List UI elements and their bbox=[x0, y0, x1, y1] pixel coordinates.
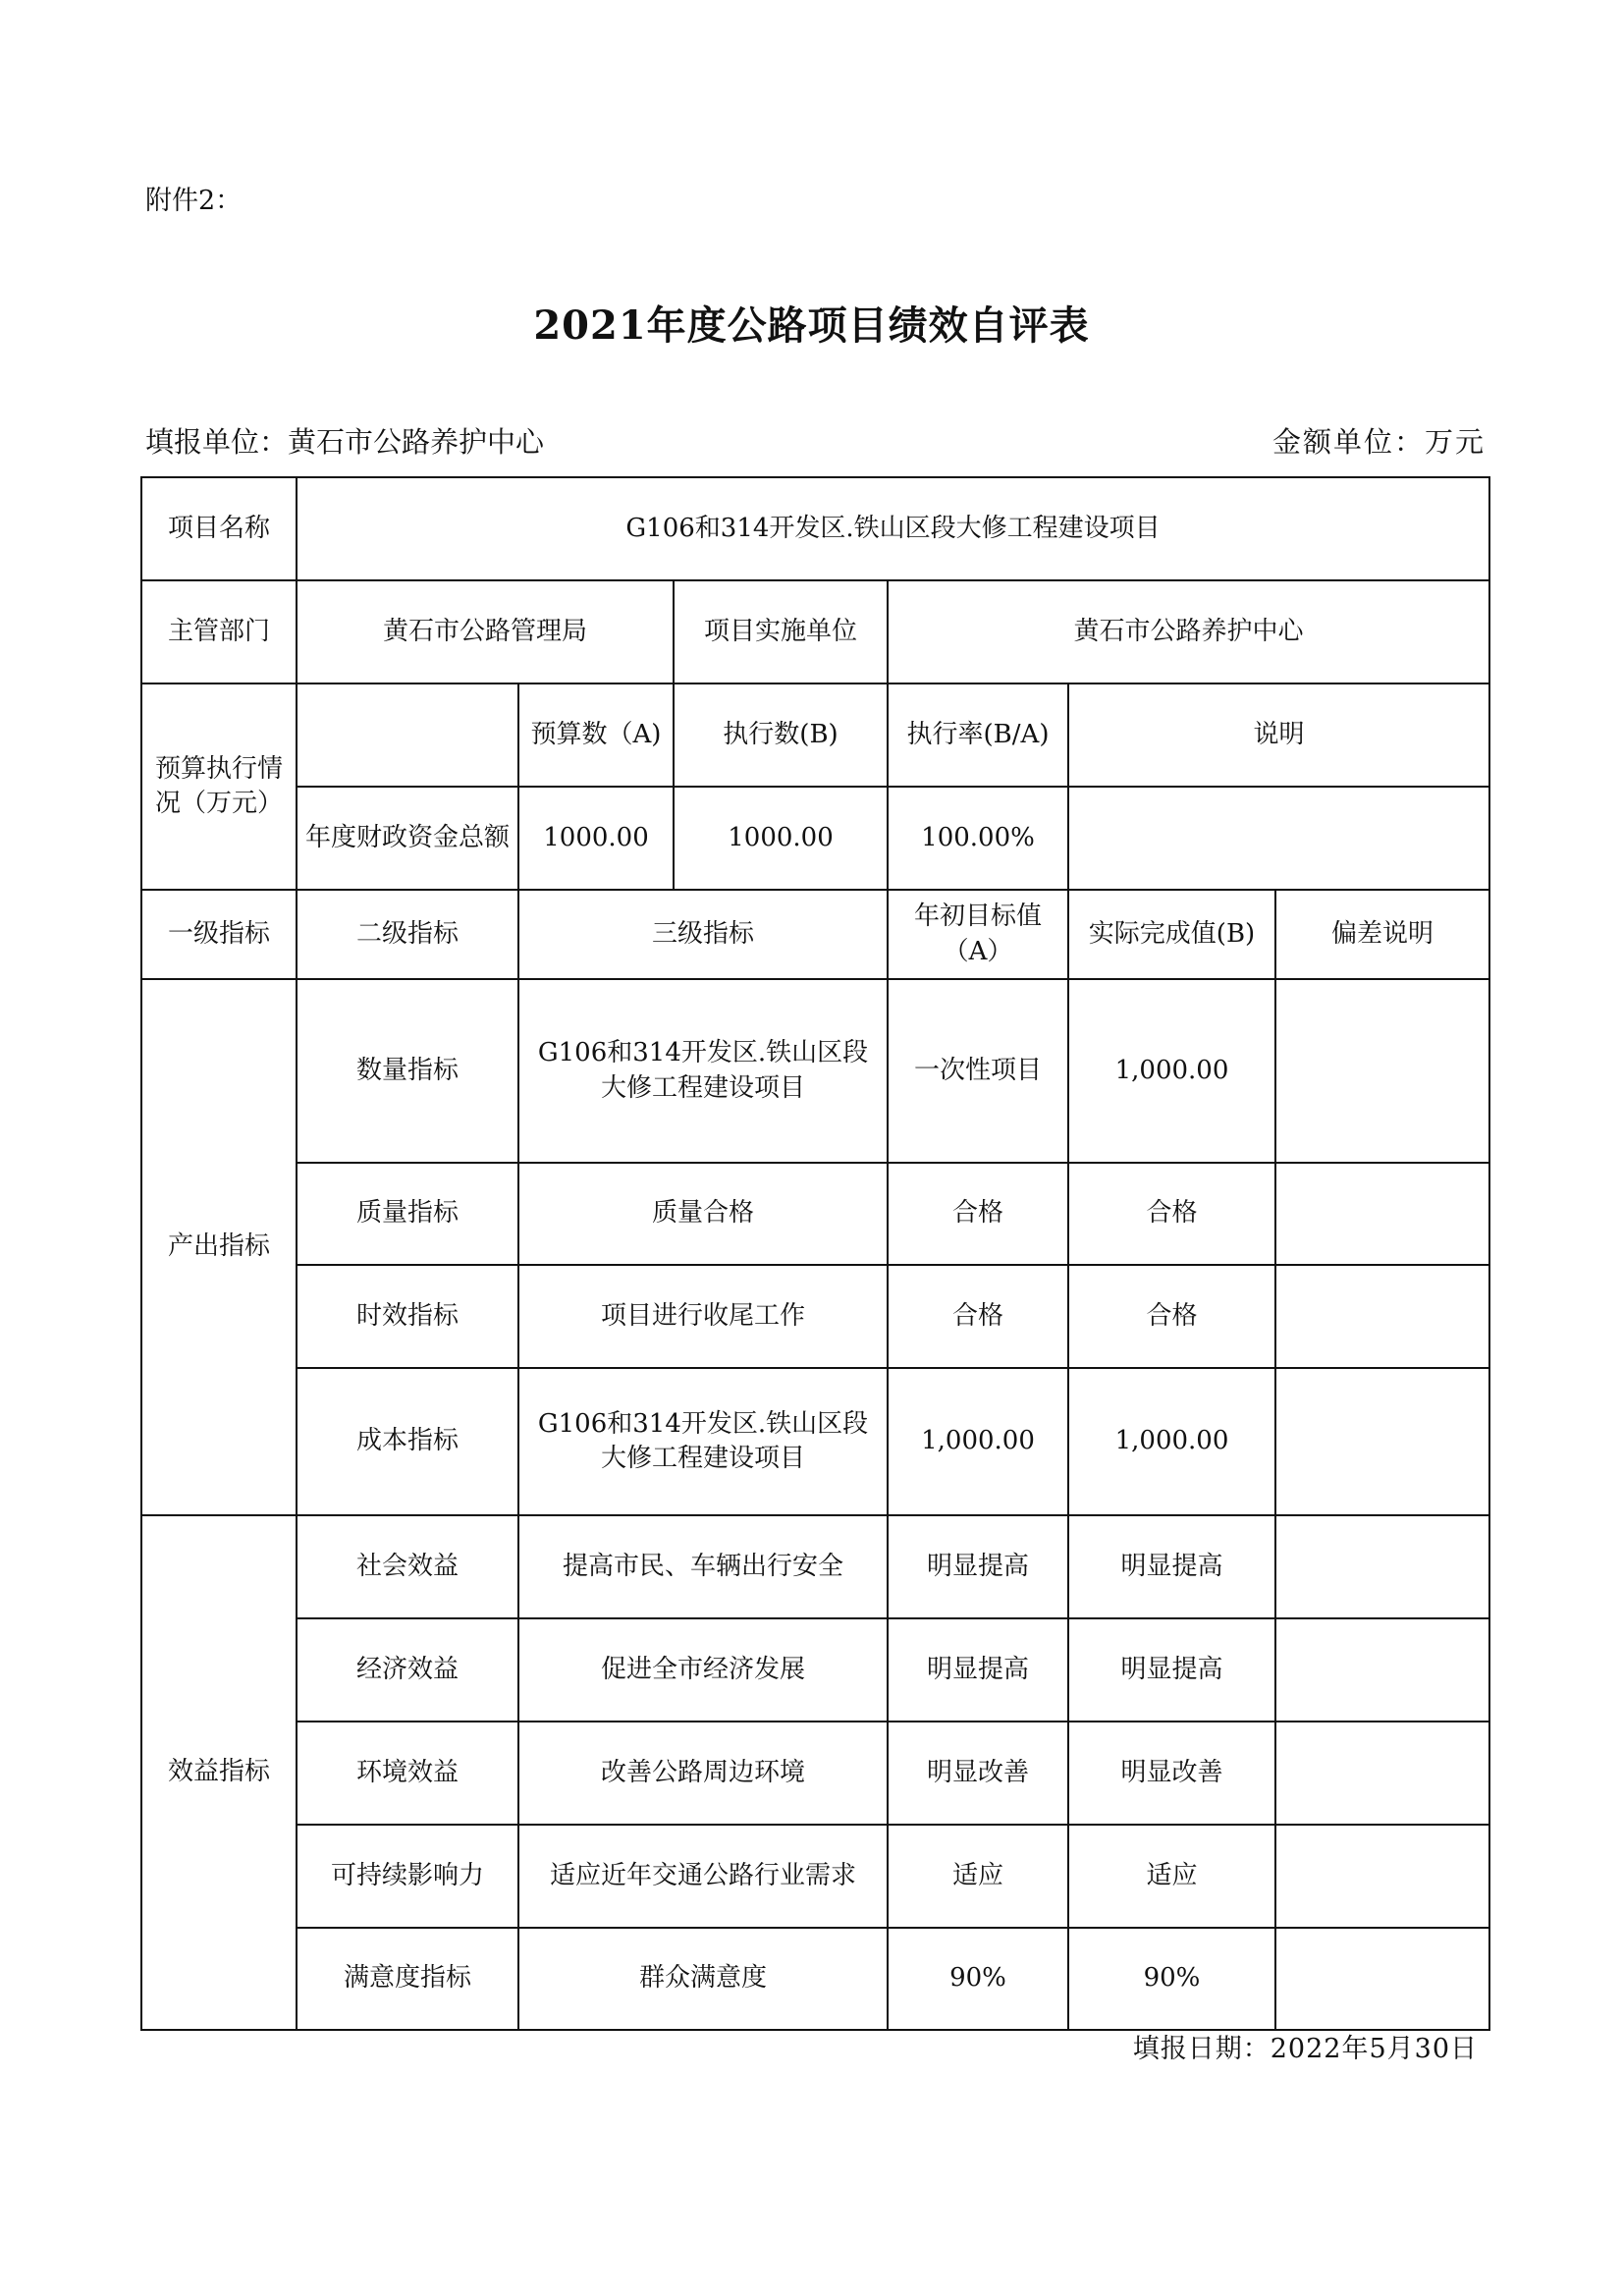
level2-cell: 环境效益 bbox=[297, 1722, 518, 1825]
header-deviation: 偏差说明 bbox=[1275, 890, 1489, 979]
table-row bbox=[141, 1515, 1489, 1618]
budget-header-row bbox=[141, 683, 1489, 787]
actual-cell: 1,000.00 bbox=[1068, 979, 1275, 1163]
dept-value: 黄石市公路管理局 bbox=[297, 580, 674, 683]
fill-date: 填报日期：2022年5月30日 bbox=[1132, 2034, 1478, 2064]
level3-cell: 提高市民、车辆出行安全 bbox=[518, 1515, 888, 1618]
page-title: 2021年度公路项目绩效自评表 bbox=[533, 302, 1090, 349]
target-cell: 一次性项目 bbox=[888, 979, 1068, 1163]
actual-cell: 明显提高 bbox=[1068, 1515, 1275, 1618]
level2-cell: 可持续影响力 bbox=[297, 1825, 518, 1928]
table-row bbox=[141, 1163, 1489, 1265]
table-row bbox=[141, 1618, 1489, 1722]
budget-row-label: 年度财政资金总额 bbox=[297, 787, 518, 890]
deviation-cell bbox=[1275, 1722, 1489, 1825]
deviation-cell bbox=[1275, 1928, 1489, 2030]
amount-unit: 金额单位：万元 bbox=[1271, 425, 1486, 459]
budget-col-rate: 执行率(B/A) bbox=[888, 683, 1068, 787]
level2-cell: 成本指标 bbox=[297, 1368, 518, 1515]
header-level1: 一级指标 bbox=[141, 890, 297, 979]
level3-cell: 项目进行收尾工作 bbox=[518, 1265, 888, 1368]
level3-cell: 群众满意度 bbox=[518, 1928, 888, 2030]
department-row bbox=[141, 580, 1489, 683]
level3-cell: 促进全市经济发展 bbox=[518, 1618, 888, 1722]
deviation-cell bbox=[1275, 1515, 1489, 1618]
deviation-cell bbox=[1275, 1265, 1489, 1368]
deviation-cell bbox=[1275, 1825, 1489, 1928]
target-cell: 合格 bbox=[888, 1163, 1068, 1265]
target-cell: 明显改善 bbox=[888, 1722, 1068, 1825]
level2-cell: 经济效益 bbox=[297, 1618, 518, 1722]
actual-cell: 90% bbox=[1068, 1928, 1275, 2030]
note-value bbox=[1068, 787, 1489, 890]
budget-col-note: 说明 bbox=[1068, 683, 1489, 787]
table-row bbox=[141, 979, 1489, 1163]
budget-col-budget: 预算数（A) bbox=[518, 683, 674, 787]
exec-value: 1000.00 bbox=[674, 787, 888, 890]
table-row bbox=[141, 1265, 1489, 1368]
target-cell: 适应 bbox=[888, 1825, 1068, 1928]
header-level2: 二级指标 bbox=[297, 890, 518, 979]
deviation-cell bbox=[1275, 1163, 1489, 1265]
project-name-label: 项目名称 bbox=[141, 477, 297, 580]
actual-cell: 1,000.00 bbox=[1068, 1368, 1275, 1515]
level2-cell: 社会效益 bbox=[297, 1515, 518, 1618]
budget-col-exec: 执行数(B) bbox=[674, 683, 888, 787]
target-cell: 合格 bbox=[888, 1265, 1068, 1368]
budget-label: 预算执行情况（万元） bbox=[141, 683, 297, 890]
deviation-cell bbox=[1275, 979, 1489, 1163]
actual-cell: 合格 bbox=[1068, 1163, 1275, 1265]
deviation-cell bbox=[1275, 1618, 1489, 1722]
target-cell: 90% bbox=[888, 1928, 1068, 2030]
output-group-label: 产出指标 bbox=[141, 979, 297, 1515]
table-row bbox=[141, 1825, 1489, 1928]
actual-cell: 明显改善 bbox=[1068, 1722, 1275, 1825]
impl-value: 黄石市公路养护中心 bbox=[888, 580, 1489, 683]
attachment-label: 附件2： bbox=[145, 186, 243, 216]
actual-cell: 明显提高 bbox=[1068, 1618, 1275, 1722]
impl-label: 项目实施单位 bbox=[674, 580, 888, 683]
level2-cell: 质量指标 bbox=[297, 1163, 518, 1265]
table-row bbox=[141, 1928, 1489, 2030]
rate-value: 100.00% bbox=[888, 787, 1068, 890]
level2-cell: 数量指标 bbox=[297, 979, 518, 1163]
target-cell: 明显提高 bbox=[888, 1515, 1068, 1618]
performance-table bbox=[140, 476, 1490, 2031]
budget-value-row bbox=[141, 787, 1489, 890]
project-name-value: G106和314开发区.铁山区段大修工程建设项目 bbox=[297, 477, 1489, 580]
level3-cell: G106和314开发区.铁山区段大修工程建设项目 bbox=[518, 979, 888, 1163]
table-row bbox=[141, 1368, 1489, 1515]
indicator-header-row bbox=[141, 890, 1489, 979]
benefit-group-label: 效益指标 bbox=[141, 1515, 297, 2030]
level2-cell: 满意度指标 bbox=[297, 1928, 518, 2030]
actual-cell: 合格 bbox=[1068, 1265, 1275, 1368]
actual-cell: 适应 bbox=[1068, 1825, 1275, 1928]
table-row bbox=[141, 1722, 1489, 1825]
header-actual: 实际完成值(B) bbox=[1068, 890, 1275, 979]
project-name-row bbox=[141, 477, 1489, 580]
level3-cell: G106和314开发区.铁山区段大修工程建设项目 bbox=[518, 1368, 888, 1515]
level3-cell: 改善公路周边环境 bbox=[518, 1722, 888, 1825]
deviation-cell bbox=[1275, 1368, 1489, 1515]
header-target: 年初目标值（A） bbox=[888, 890, 1068, 979]
level3-cell: 适应近年交通公路行业需求 bbox=[518, 1825, 888, 1928]
budget-value: 1000.00 bbox=[518, 787, 674, 890]
budget-blank-cell bbox=[297, 683, 518, 787]
dept-label: 主管部门 bbox=[141, 580, 297, 683]
level2-cell: 时效指标 bbox=[297, 1265, 518, 1368]
reporting-unit: 填报单位：黄石市公路养护中心 bbox=[145, 425, 545, 459]
target-cell: 1,000.00 bbox=[888, 1368, 1068, 1515]
target-cell: 明显提高 bbox=[888, 1618, 1068, 1722]
level3-cell: 质量合格 bbox=[518, 1163, 888, 1265]
header-level3: 三级指标 bbox=[518, 890, 888, 979]
